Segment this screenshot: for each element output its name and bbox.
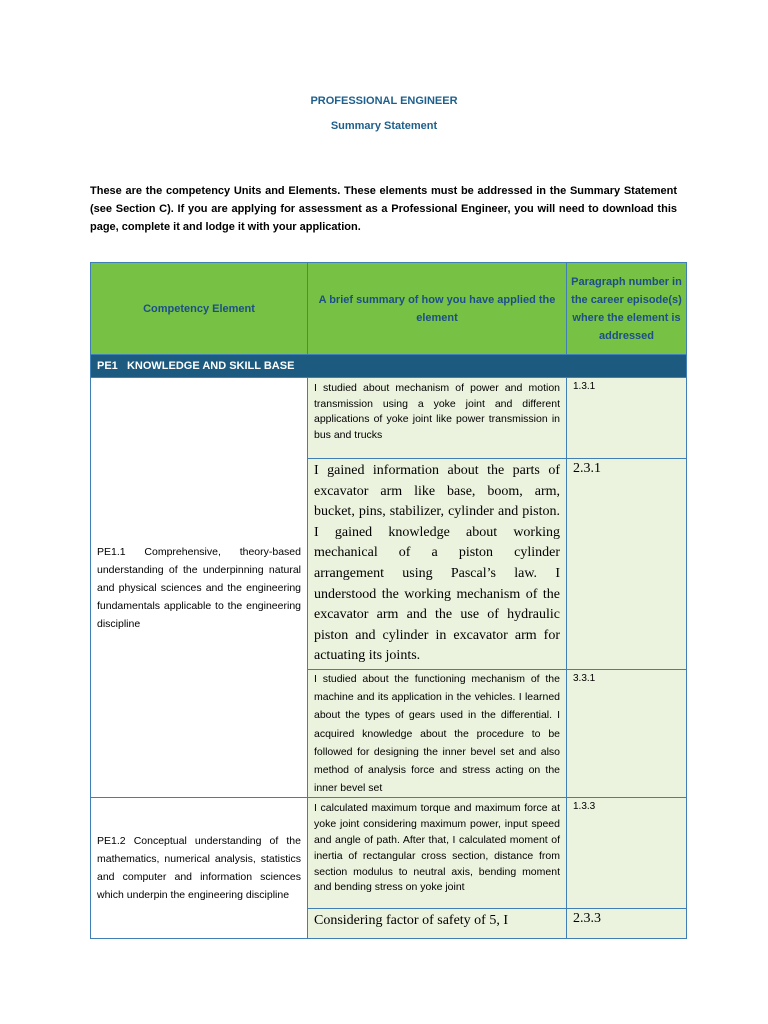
unit-label: PE1 KNOWLEDGE AND SKILL BASE <box>91 355 687 378</box>
competency-table <box>90 262 687 939</box>
element-pe1-2: PE1.2 Conceptual understanding of the mathematics, numerical analysis, statistics and computer and information sciences which underpin the engineering discipline <box>91 798 308 939</box>
summary-cell: I studied about the functioning mechanism of the machine and its application in the vehicles. I learned about the types of gears used in the differential. I acquired knowledge about the procedure to be followed for designing the inner bevel set and also method of analysis force and stress acting on the inner bevel set <box>308 669 567 797</box>
header-competency-element: Competency Element <box>91 263 308 355</box>
paragraph-number-cell: 1.3.1 <box>567 378 687 459</box>
element-pe1-1: PE1.1 Comprehensive, theory-based understanding of the underpinning natural and physical sciences and the engineering fundamentals applicable to the engineering discipline <box>91 378 308 798</box>
table-row <box>91 378 687 459</box>
unit-row <box>91 355 687 378</box>
intro-paragraph: These are the competency Units and Elements. These elements must be addressed in the Summary Statement (see Section C). If you are applying for assessment as a Professional Engineer, you will need to download this page, complete it and lodge it with your application. <box>90 185 677 233</box>
paragraph-number-cell: 2.3.1 <box>567 459 687 670</box>
paragraph-number-cell: 2.3.3 <box>567 909 687 939</box>
page-subtitle: Summary Statement <box>330 120 438 132</box>
table-header-row <box>91 263 687 355</box>
summary-cell: I studied about mechanism of power and motion transmission using a yoke joint and different applications of yoke joint like power transmission in bus and trucks <box>308 378 567 459</box>
summary-cell: I gained information about the parts of excavator arm like base, boom, arm, bucket, pins, stabilizer, cylinder and piston. I gained knowledge about working mechanical of a piston cylinder arrangement using Pascal’s law. I understood the working mechanism of the excavator arm and the use of hydraulic piston and cylinder in excavator arm for actuating its joints. <box>308 459 567 670</box>
page-title: PROFESSIONAL ENGINEER <box>310 95 458 107</box>
table-row <box>91 798 687 909</box>
summary-cell: Considering factor of safety of 5, I <box>308 909 567 939</box>
summary-cell: I calculated maximum torque and maximum force at yoke joint considering maximum power, input speed and angle of path. After that, I calculated moment of inertia of rectangular cross section, distance from section modulus to neutral axis, bending moment and bending stress on yoke joint <box>308 798 567 909</box>
paragraph-number-cell: 1.3.3 <box>567 798 687 909</box>
header-paragraph-number: Paragraph number in the career episode(s) where the element is addressed <box>567 263 687 355</box>
header-summary: A brief summary of how you have applied the element <box>308 263 567 355</box>
paragraph-number-cell: 3.3.1 <box>567 669 687 797</box>
